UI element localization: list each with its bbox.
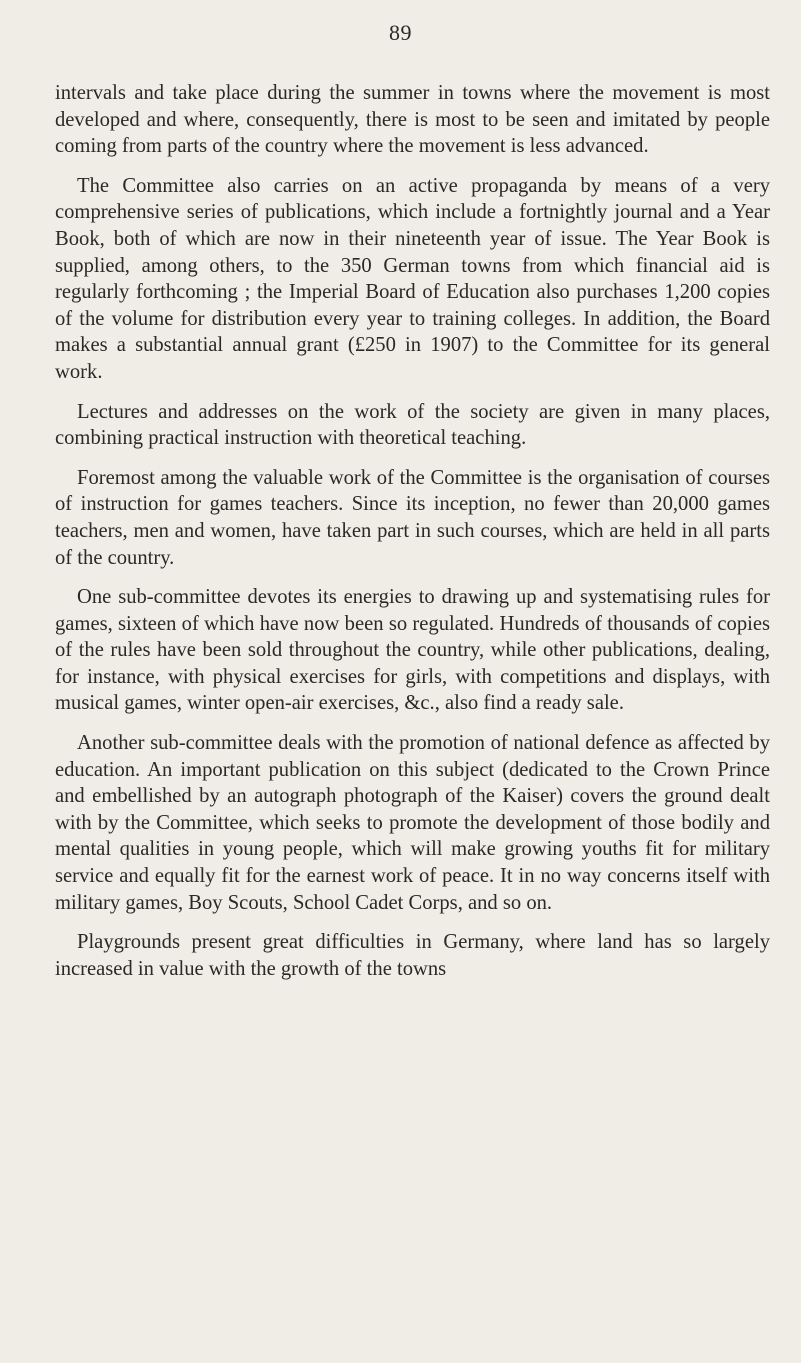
paragraph-publications: The Committee also carries on an active propaganda by means of a very comprehensive series of publications, which include a fortnightly journal and a Year Book, both of which are now in their nineteenth year of issue. The Year Book is supplied, among others, to the 350 German towns from which financial aid is regularly forthcoming ; the Imperial Board of Education also purchases 1,200 copies of the volume for distribution every year to training colleges. In addition, the Board makes a substantial annual grant (£250 in 1907) to the Committee for its general work. [55, 174, 770, 383]
paragraph-continuation: intervals and take place during the summer in towns where the movement is most developed and where, consequently, there is most to be seen and imitated by people coming from parts of the country where the movement is less advanced. [55, 82, 770, 158]
body-text [55, 80, 770, 995]
paragraph-courses: Foremost among the valuable work of the Committee is the organisation of courses of instruction for games teachers. Since its inception, no fewer than 20,000 games teachers, men and women, have taken part in such courses, which are held in all parts of the country. [55, 466, 770, 569]
page-number: 89 [389, 20, 412, 45]
paragraph-lectures: Lectures and addresses on the work of the society are given in many places, combining practical instruction with theoretical teaching. [55, 400, 770, 450]
paragraph-defence-subcommittee: Another sub-committee deals with the promotion of national defence as affected by education. An important publication on this subject (dedicated to the Crown Prince and embellished by an autograph photograph of the Kaiser) covers the ground dealt with by the Committee, which seeks to promote the development of those bodily and mental qualities in young people, which will make growing youths fit for military service and equally fit for the earnest work of peace. It in no way concerns itself with military games, Boy Scouts, School Cadet Corps, and so on. [55, 732, 770, 914]
paragraph-rules-subcommittee: One sub-committee devotes its energies to drawing up and systematising rules for games, sixteen of which have now been so regulated. Hundreds of thousands of copies of the rules have been sold throughout the country, while other publications, dealing, for instance, with physical exercises for girls, with competitions and displays, with musical games, winter open-air exercises, &c., also find a ready sale. [55, 586, 770, 715]
paragraph-playgrounds: Playgrounds present great difficulties in Germany, where land has so largely increased in value with the growth of the towns [55, 931, 770, 980]
